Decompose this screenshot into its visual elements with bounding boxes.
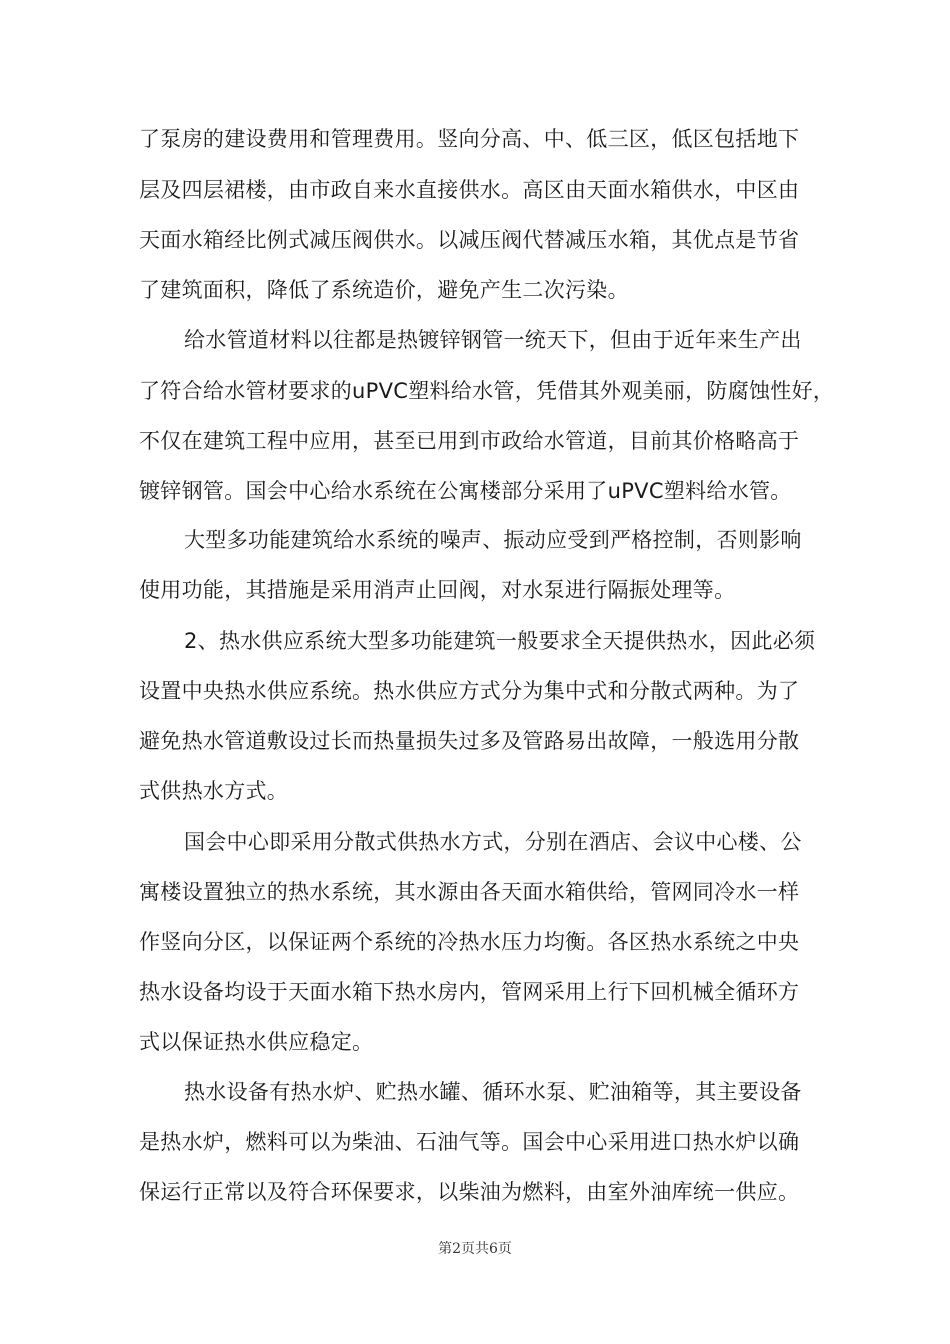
text-line: 使用功能，其措施是采用消声止回阀，对水泵进行隔振处理等。	[139, 578, 736, 602]
text-line: 保运行正常以及符合环保要求，以柴油为燃料，由室外油库统一供应。	[139, 1180, 800, 1204]
text-line: 层及四层裙楼，由市政自来水直接供水。高区由天面水箱供水，中区由	[139, 178, 800, 202]
text-line: 了符合给水管材要求的uPVC塑料给水管，凭借其外观美丽，防腐蚀性好，	[139, 379, 835, 403]
text-line: 热水设备均设于天面水箱下热水房内，管网采用上行下回机械全循环方	[139, 980, 800, 1004]
text-line: 设置中央热水供应系统。热水供应方式分为集中式和分散式两种。为了	[139, 679, 800, 703]
text-line: 大型多功能建筑给水系统的噪声、振动应受到严格控制，否则影响	[184, 528, 802, 552]
text-line: 避免热水管道敷设过长而热量损失过多及管路易出故障，一般选用分散	[139, 729, 800, 753]
text-line: 式供热水方式。	[139, 779, 289, 803]
text-line: 了泵房的建设费用和管理费用。竖向分高、中、低三区，低区包括地下	[139, 127, 800, 151]
text-line: 不仅在建筑工程中应用，甚至已用到市政给水管道，目前其价格略高于	[139, 429, 800, 453]
text-line: 热水设备有热水炉、贮热水罐、循环水泵、贮油箱等，其主要设备	[184, 1080, 802, 1104]
text-line: 2、热水供应系统大型多功能建筑一般要求全天提供热水，因此必须	[184, 629, 816, 653]
text-line: 寓楼设置独立的热水系统，其水源由各天面水箱供给，管网同冷水一样	[139, 880, 800, 904]
text-line: 给水管道材料以往都是热镀锌钢管一统天下，但由于近年来生产出	[184, 328, 802, 352]
text-line: 国会中心即采用分散式供热水方式，分别在酒店、会议中心楼、公	[184, 830, 802, 854]
text-line: 作竖向分区，以保证两个系统的冷热水压力均衡。各区热水系统之中央	[139, 930, 800, 954]
text-line: 了建筑面积，降低了系统造价，避免产生二次污染。	[139, 278, 629, 302]
text-line: 镀锌钢管。国会中心给水系统在公寓楼部分采用了uPVC塑料给水管。	[139, 479, 792, 503]
text-line: 天面水箱经比例式减压阀供水。以减压阀代替减压水箱，其优点是节省	[139, 228, 800, 252]
page-number: 第2页共6页	[438, 1241, 512, 1257]
text-line: 式以保证热水供应稳定。	[139, 1030, 374, 1054]
text-line: 是热水炉，燃料可以为柴油、石油气等。国会中心采用进口热水炉以确	[139, 1130, 800, 1154]
